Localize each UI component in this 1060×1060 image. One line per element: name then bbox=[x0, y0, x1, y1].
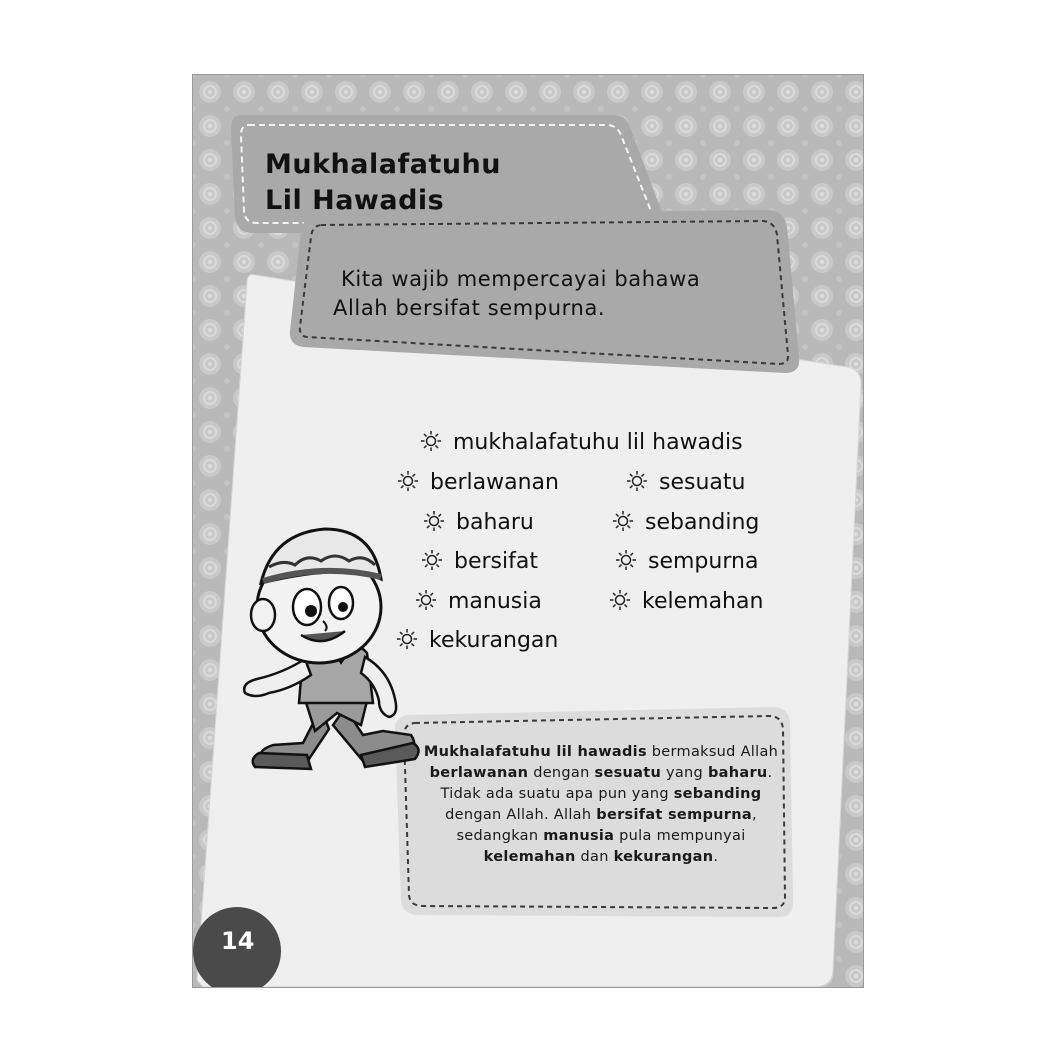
sun-icon bbox=[616, 550, 636, 570]
title-line-2: Lil Hawadis bbox=[265, 185, 445, 216]
page-number: 14 bbox=[221, 927, 255, 955]
vocab-item: sesuatu bbox=[627, 469, 745, 497]
sun-icon bbox=[424, 511, 444, 531]
vocab-item: kelemahan bbox=[610, 588, 763, 616]
vocab-item: mukhalafatuhu lil hawadis bbox=[421, 429, 743, 457]
vocab-item: manusia bbox=[416, 588, 542, 616]
vocab-item: baharu bbox=[424, 509, 534, 537]
intro-line-1: Kita wajib mempercayai bahawa bbox=[341, 267, 701, 291]
definition-paragraph: Mukhalafatuhu lil hawadis bermaksud Allah berlawanan dengan sesuatu yang baharu. Tidak ada suatu apa pun yang sebanding dengan Allah. Allah bersifat sempurna, sedangkan manusia pula mempunyai kelemahan dan kekurangan. bbox=[423, 744, 779, 865]
sun-icon bbox=[627, 471, 647, 491]
intro-line-2: Allah bersifat sempurna. bbox=[333, 296, 606, 320]
vocab-item: sempurna bbox=[616, 548, 758, 576]
intro-statement bbox=[333, 265, 701, 323]
title-line-1: Mukhalafatuhu bbox=[265, 149, 501, 180]
sun-icon bbox=[422, 550, 442, 570]
vocab-item: berlawanan bbox=[398, 469, 559, 497]
boy-character-illustration bbox=[233, 503, 423, 773]
sun-icon bbox=[613, 511, 633, 531]
vocab-item: bersifat bbox=[422, 548, 538, 576]
vocab-item: sebanding bbox=[613, 509, 759, 537]
book-page bbox=[193, 75, 863, 987]
sun-icon bbox=[421, 431, 441, 451]
sun-icon bbox=[610, 590, 630, 610]
sun-icon bbox=[398, 471, 418, 491]
page-title bbox=[265, 147, 501, 219]
vocab-item: kekurangan bbox=[397, 627, 558, 655]
